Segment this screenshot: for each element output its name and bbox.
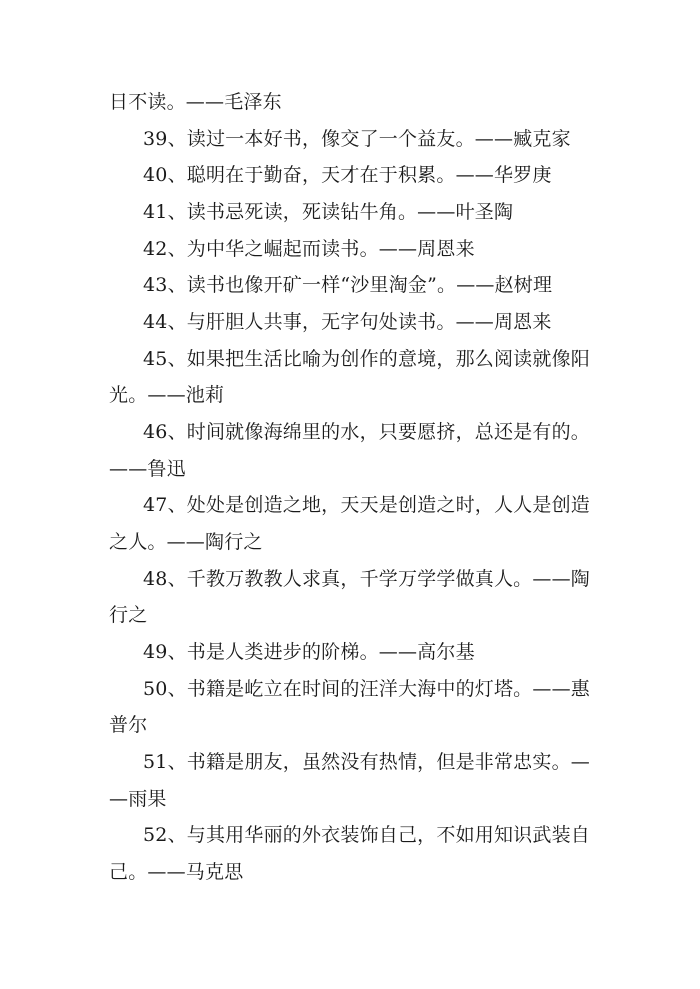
text-line: 42、为中华之崛起而读书。——周恩来 <box>143 238 475 260</box>
text-line: 39、读过一本好书，像交了一个益友。——臧克家 <box>143 128 571 150</box>
text-line: 之人。——陶行之 <box>109 531 263 553</box>
text-line: 47、处处是创造之地，天天是创造之时，人人是创造 <box>143 494 590 516</box>
text-line: 44、与肝胆人共事，无字句处读书。——周恩来 <box>143 311 552 333</box>
text-line: 日不读。——毛泽东 <box>109 91 282 113</box>
text-line: 48、千教万教教人求真，千学万学学做真人。——陶 <box>143 568 590 590</box>
text-line: 52、与其用华丽的外衣装饰自己，不如用知识武装自 <box>143 824 590 846</box>
text-line: 41、读书忌死读，死读钻牛角。——叶圣陶 <box>143 201 514 223</box>
text-line: 40、聪明在于勤奋，天才在于积累。——华罗庚 <box>143 164 552 186</box>
text-line: —雨果 <box>109 788 167 810</box>
text-line: ——鲁迅 <box>109 458 186 480</box>
text-line: 行之 <box>109 604 148 626</box>
text-line: 己。——马克思 <box>109 861 244 883</box>
text-line: 50、书籍是屹立在时间的汪洋大海中的灯塔。——惠 <box>143 678 590 700</box>
text-line: 46、时间就像海绵里的水，只要愿挤，总还是有的。 <box>143 421 590 443</box>
text-line: 51、书籍是朋友，虽然没有热情，但是非常忠实。— <box>143 751 590 773</box>
text-line: 光。——池莉 <box>109 384 225 406</box>
text-line: 普尔 <box>109 714 148 736</box>
text-line: 43、读书也像开矿一样“沙里淘金”。——赵树理 <box>143 274 553 296</box>
text-line: 45、如果把生活比喻为创作的意境，那么阅读就像阳 <box>143 348 590 370</box>
text-line: 49、书是人类进步的阶梯。——高尔基 <box>143 641 475 663</box>
